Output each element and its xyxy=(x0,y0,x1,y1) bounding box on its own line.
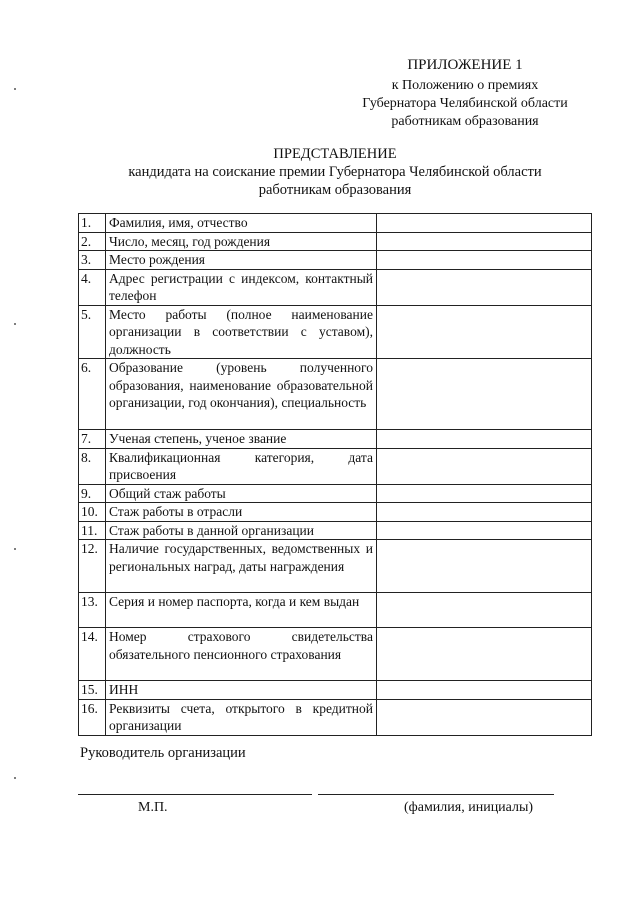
row-label: Стаж работы в отрасли xyxy=(106,503,377,522)
row-label: Серия и номер паспорта, когда и кем выдан xyxy=(106,593,377,628)
row-label: Место работы (полное наименование организации в соответствии с уставом), должность xyxy=(106,305,377,359)
table-row xyxy=(79,214,592,233)
stamp-label: М.П. xyxy=(138,800,168,815)
scan-speck xyxy=(14,777,16,779)
row-label: Ученая степень, ученое звание xyxy=(106,430,377,449)
row-value-cell[interactable] xyxy=(377,699,592,735)
row-label: Число, месяц, год рождения xyxy=(106,232,377,251)
title-heading: ПРЕДСТАВЛЕНИЕ xyxy=(273,146,397,162)
scan-speck xyxy=(14,88,16,90)
row-value-cell[interactable] xyxy=(377,305,592,359)
title-line: работникам образования xyxy=(258,182,412,198)
table-row xyxy=(79,430,592,449)
scan-speck xyxy=(14,323,16,325)
table-row xyxy=(79,269,592,305)
scan-speck xyxy=(14,548,16,550)
table-row xyxy=(79,305,592,359)
table-row xyxy=(79,521,592,540)
table-row xyxy=(79,359,592,430)
appendix-line: к Положению о премиях xyxy=(391,78,539,93)
row-number: 5. xyxy=(79,305,106,359)
table-row xyxy=(79,503,592,522)
row-number: 16. xyxy=(79,699,106,735)
row-number: 4. xyxy=(79,269,106,305)
appendix-header xyxy=(340,56,590,131)
row-value-cell[interactable] xyxy=(377,628,592,681)
table-row xyxy=(79,699,592,735)
row-number: 1. xyxy=(79,214,106,233)
row-number: 11. xyxy=(79,521,106,540)
table-row xyxy=(79,540,592,593)
row-label: Наличие государственных, ведомственных и региональных наград, даты награждения xyxy=(106,540,377,593)
row-number: 12. xyxy=(79,540,106,593)
row-value-cell[interactable] xyxy=(377,359,592,430)
row-number: 6. xyxy=(79,359,106,430)
row-value-cell[interactable] xyxy=(377,269,592,305)
row-value-cell[interactable] xyxy=(377,232,592,251)
appendix-label: ПРИЛОЖЕНИЕ 1 xyxy=(407,57,523,73)
row-label: Общий стаж работы xyxy=(106,484,377,503)
candidate-form-table xyxy=(78,213,592,736)
table-row xyxy=(79,593,592,628)
appendix-line: работникам образования xyxy=(391,114,539,129)
manager-label: Руководитель организации xyxy=(80,745,246,761)
title-line: кандидата на соискание премии Губернатора Челябинской области xyxy=(128,164,542,180)
row-label: Образование (уровень полученного образования, наименование образовательной организации, год окончания), специальность xyxy=(106,359,377,430)
table-row xyxy=(79,681,592,700)
row-number: 15. xyxy=(79,681,106,700)
table-row xyxy=(79,628,592,681)
stamp-signature-line xyxy=(78,794,312,795)
row-value-cell[interactable] xyxy=(377,681,592,700)
initials-signature-line xyxy=(318,794,554,795)
row-number: 13. xyxy=(79,593,106,628)
row-number: 7. xyxy=(79,430,106,449)
row-label: Номер страхового свидетельства обязательного пенсионного страхования xyxy=(106,628,377,681)
document-title xyxy=(80,145,590,199)
row-value-cell[interactable] xyxy=(377,484,592,503)
row-label: Квалификационная категория, дата присвоения xyxy=(106,448,377,484)
row-label: Стаж работы в данной организации xyxy=(106,521,377,540)
row-label: Адрес регистрации с индексом, контактный телефон xyxy=(106,269,377,305)
row-number: 2. xyxy=(79,232,106,251)
row-number: 10. xyxy=(79,503,106,522)
row-value-cell[interactable] xyxy=(377,430,592,449)
row-number: 8. xyxy=(79,448,106,484)
initials-label: (фамилия, инициалы) xyxy=(404,800,534,815)
table-row xyxy=(79,232,592,251)
row-label: Фамилия, имя, отчество xyxy=(106,214,377,233)
row-label: Реквизиты счета, открытого в кредитной организации xyxy=(106,699,377,735)
table-row xyxy=(79,448,592,484)
appendix-line: Губернатора Челябинской области xyxy=(362,96,568,111)
table-row xyxy=(79,484,592,503)
row-value-cell[interactable] xyxy=(377,521,592,540)
row-value-cell[interactable] xyxy=(377,448,592,484)
table-row xyxy=(79,251,592,270)
row-value-cell[interactable] xyxy=(377,214,592,233)
row-value-cell[interactable] xyxy=(377,593,592,628)
row-label: Место рождения xyxy=(106,251,377,270)
row-value-cell[interactable] xyxy=(377,503,592,522)
row-number: 14. xyxy=(79,628,106,681)
row-number: 9. xyxy=(79,484,106,503)
row-value-cell[interactable] xyxy=(377,540,592,593)
row-number: 3. xyxy=(79,251,106,270)
row-label: ИНН xyxy=(106,681,377,700)
row-value-cell[interactable] xyxy=(377,251,592,270)
